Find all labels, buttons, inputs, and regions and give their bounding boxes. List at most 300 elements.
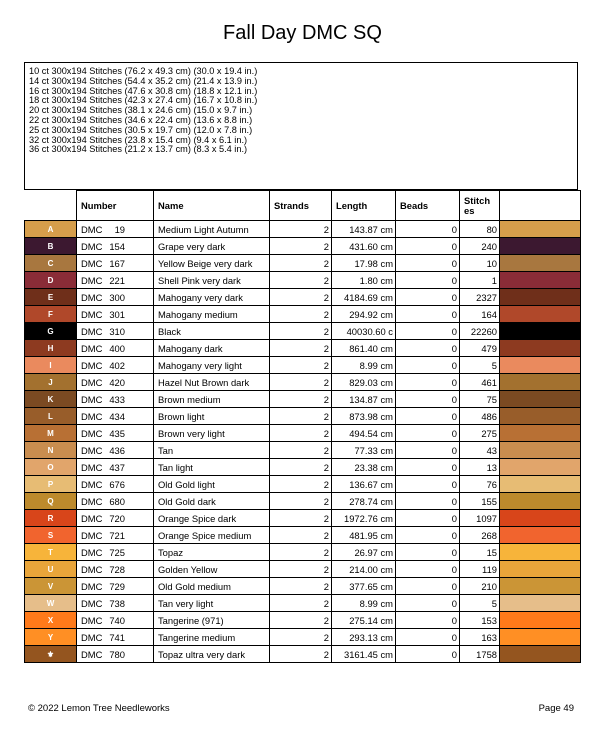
table-row bbox=[25, 493, 581, 510]
length-cell: 377.65 cm bbox=[332, 578, 396, 595]
length-cell: 26.97 cm bbox=[332, 544, 396, 561]
thread-name-cell: Tan very light bbox=[154, 595, 270, 612]
thread-number-cell bbox=[77, 476, 154, 493]
fabric-size-line: 10 ct 300x194 Stitches (76.2 x 49.3 cm) (30.0 x 19.4 in.) bbox=[29, 66, 258, 76]
symbol-cell: S bbox=[25, 527, 77, 544]
length-cell: 8.99 cm bbox=[332, 595, 396, 612]
color-number: 676 bbox=[109, 478, 125, 490]
stitches-cell: 22260 bbox=[460, 323, 500, 340]
length-cell: 134.87 cm bbox=[332, 391, 396, 408]
length-cell: 829.03 cm bbox=[332, 374, 396, 391]
strands-cell: 2 bbox=[270, 323, 332, 340]
table-row bbox=[25, 391, 581, 408]
beads-cell: 0 bbox=[396, 357, 460, 374]
table-row bbox=[25, 578, 581, 595]
brand-label: DMC bbox=[81, 580, 103, 592]
color-swatch bbox=[500, 425, 581, 442]
thread-name-cell: Brown very light bbox=[154, 425, 270, 442]
color-swatch bbox=[500, 221, 581, 238]
strands-cell: 2 bbox=[270, 408, 332, 425]
strands-cell: 2 bbox=[270, 289, 332, 306]
thread-name-cell: Topaz ultra very dark bbox=[154, 646, 270, 663]
stitches-cell: 155 bbox=[460, 493, 500, 510]
thread-number-cell bbox=[77, 340, 154, 357]
strands-cell: 2 bbox=[270, 306, 332, 323]
color-number: 729 bbox=[109, 580, 125, 592]
symbol-cell: U bbox=[25, 561, 77, 578]
stitches-cell: 75 bbox=[460, 391, 500, 408]
thread-number-cell bbox=[77, 391, 154, 408]
thread-name-cell: Mahogany very dark bbox=[154, 289, 270, 306]
brand-label: DMC bbox=[81, 512, 103, 524]
table-row bbox=[25, 357, 581, 374]
thread-name-cell: Mahogany medium bbox=[154, 306, 270, 323]
stitches-cell: 5 bbox=[460, 357, 500, 374]
stitches-cell: 461 bbox=[460, 374, 500, 391]
strands-cell: 2 bbox=[270, 510, 332, 527]
color-number: 780 bbox=[109, 648, 125, 660]
thread-number-cell bbox=[77, 493, 154, 510]
swatch-column-header bbox=[500, 191, 581, 221]
brand-label: DMC bbox=[81, 648, 103, 660]
color-number: 740 bbox=[109, 614, 125, 626]
stitches-column-header: Stitch es bbox=[460, 191, 500, 221]
strands-cell: 2 bbox=[270, 391, 332, 408]
brand-label: DMC bbox=[81, 223, 103, 235]
table-row bbox=[25, 476, 581, 493]
table-row bbox=[25, 425, 581, 442]
thread-name-cell: Topaz bbox=[154, 544, 270, 561]
brand-label: DMC bbox=[81, 342, 103, 354]
length-cell: 278.74 cm bbox=[332, 493, 396, 510]
symbol-cell: X bbox=[25, 612, 77, 629]
color-number: 721 bbox=[109, 529, 125, 541]
beads-cell: 0 bbox=[396, 527, 460, 544]
thread-name-cell: Brown medium bbox=[154, 391, 270, 408]
color-number: 725 bbox=[109, 546, 125, 558]
color-swatch bbox=[500, 646, 581, 663]
color-swatch bbox=[500, 374, 581, 391]
symbol-cell: W bbox=[25, 595, 77, 612]
table-row bbox=[25, 561, 581, 578]
fabric-size-line: 16 ct 300x194 Stitches (47.6 x 30.8 cm) (18.8 x 12.1 in.) bbox=[29, 85, 258, 96]
strands-cell: 2 bbox=[270, 425, 332, 442]
beads-cell: 0 bbox=[396, 408, 460, 425]
fabric-size-line: 32 ct 300x194 Stitches (23.8 x 15.4 cm) (9.4 x 6.1 in.) bbox=[29, 134, 248, 145]
thread-number-cell bbox=[77, 459, 154, 476]
symbol-cell: O bbox=[25, 459, 77, 476]
brand-label: DMC bbox=[81, 291, 103, 303]
symbol-cell: M bbox=[25, 425, 77, 442]
thread-name-cell: Old Gold medium bbox=[154, 578, 270, 595]
thread-name-cell: Golden Yellow bbox=[154, 561, 270, 578]
beads-cell: 0 bbox=[396, 289, 460, 306]
symbol-cell: Q bbox=[25, 493, 77, 510]
strands-cell: 2 bbox=[270, 374, 332, 391]
length-cell: 3161.45 cm bbox=[332, 646, 396, 663]
color-number: 680 bbox=[109, 495, 125, 507]
thread-name-cell: Hazel Nut Brown dark bbox=[154, 374, 270, 391]
color-number: 433 bbox=[109, 393, 125, 405]
color-number: 19 bbox=[114, 223, 125, 235]
fabric-size-line: 22 ct 300x194 Stitches (34.6 x 22.4 cm) (13.6 x 8.8 in.) bbox=[29, 114, 253, 125]
thread-name-cell: Old Gold light bbox=[154, 476, 270, 493]
thread-number-cell bbox=[77, 357, 154, 374]
color-swatch bbox=[500, 510, 581, 527]
color-swatch bbox=[500, 629, 581, 646]
symbol-column-header bbox=[25, 191, 77, 221]
thread-number-cell bbox=[77, 425, 154, 442]
stitches-cell: 80 bbox=[460, 221, 500, 238]
fabric-size-line: 14 ct 300x194 Stitches (54.4 x 35.2 cm) (21.4 x 13.9 in.) bbox=[29, 75, 258, 86]
color-swatch bbox=[500, 527, 581, 544]
brand-label: DMC bbox=[81, 308, 103, 320]
beads-cell: 0 bbox=[396, 306, 460, 323]
stitches-cell: 1 bbox=[460, 272, 500, 289]
strands-cell: 2 bbox=[270, 595, 332, 612]
color-swatch bbox=[500, 340, 581, 357]
thread-legend-table bbox=[24, 190, 581, 663]
name-column-header: Name bbox=[154, 191, 270, 221]
beads-cell: 0 bbox=[396, 374, 460, 391]
table-header-row bbox=[25, 191, 581, 221]
strands-cell: 2 bbox=[270, 255, 332, 272]
table-row bbox=[25, 289, 581, 306]
thread-number-cell bbox=[77, 612, 154, 629]
length-cell: 294.92 cm bbox=[332, 306, 396, 323]
length-cell: 8.99 cm bbox=[332, 357, 396, 374]
beads-cell: 0 bbox=[396, 646, 460, 663]
color-swatch bbox=[500, 544, 581, 561]
length-column-header: Length bbox=[332, 191, 396, 221]
color-swatch bbox=[500, 272, 581, 289]
thread-name-cell: Tan light bbox=[154, 459, 270, 476]
thread-number-cell bbox=[77, 255, 154, 272]
strands-cell: 2 bbox=[270, 493, 332, 510]
color-number: 436 bbox=[109, 444, 125, 456]
stitches-cell: 486 bbox=[460, 408, 500, 425]
strands-cell: 2 bbox=[270, 646, 332, 663]
thread-number-cell bbox=[77, 408, 154, 425]
symbol-cell: Y bbox=[25, 629, 77, 646]
thread-number-cell bbox=[77, 374, 154, 391]
symbol-cell: N bbox=[25, 442, 77, 459]
brand-label: DMC bbox=[81, 478, 103, 490]
length-cell: 481.95 cm bbox=[332, 527, 396, 544]
thread-name-cell: Brown light bbox=[154, 408, 270, 425]
table-row bbox=[25, 629, 581, 646]
page-number: Page 49 bbox=[538, 703, 574, 714]
symbol-cell: V bbox=[25, 578, 77, 595]
thread-number-cell bbox=[77, 561, 154, 578]
color-swatch bbox=[500, 561, 581, 578]
color-swatch bbox=[500, 323, 581, 340]
strands-cell: 2 bbox=[270, 561, 332, 578]
beads-cell: 0 bbox=[396, 459, 460, 476]
table-row bbox=[25, 595, 581, 612]
beads-column-header: Beads bbox=[396, 191, 460, 221]
color-swatch bbox=[500, 306, 581, 323]
strands-cell: 2 bbox=[270, 629, 332, 646]
color-swatch bbox=[500, 578, 581, 595]
strands-column-header: Strands bbox=[270, 191, 332, 221]
symbol-cell: H bbox=[25, 340, 77, 357]
table-row bbox=[25, 374, 581, 391]
stitches-cell: 13 bbox=[460, 459, 500, 476]
thread-number-cell bbox=[77, 442, 154, 459]
strands-cell: 2 bbox=[270, 221, 332, 238]
color-swatch bbox=[500, 442, 581, 459]
thread-name-cell: Old Gold dark bbox=[154, 493, 270, 510]
brand-label: DMC bbox=[81, 274, 103, 286]
length-cell: 494.54 cm bbox=[332, 425, 396, 442]
stitches-cell: 210 bbox=[460, 578, 500, 595]
thread-number-cell bbox=[77, 323, 154, 340]
page-title: Fall Day DMC SQ bbox=[223, 22, 382, 44]
brand-label: DMC bbox=[81, 495, 103, 507]
length-cell: 143.87 cm bbox=[332, 221, 396, 238]
table-row bbox=[25, 255, 581, 272]
table-row bbox=[25, 459, 581, 476]
thread-name-cell: Mahogany very light bbox=[154, 357, 270, 374]
thread-name-cell: Shell Pink very dark bbox=[154, 272, 270, 289]
color-number: 741 bbox=[109, 631, 125, 643]
thread-number-cell bbox=[77, 289, 154, 306]
length-cell: 275.14 cm bbox=[332, 612, 396, 629]
symbol-cell: F bbox=[25, 306, 77, 323]
length-cell: 17.98 cm bbox=[332, 255, 396, 272]
beads-cell: 0 bbox=[396, 323, 460, 340]
fabric-sizes-box bbox=[24, 62, 578, 190]
stitches-cell: 119 bbox=[460, 561, 500, 578]
table-row bbox=[25, 221, 581, 238]
thread-name-cell: Tangerine (971) bbox=[154, 612, 270, 629]
stitches-cell: 15 bbox=[460, 544, 500, 561]
thread-name-cell: Orange Spice dark bbox=[154, 510, 270, 527]
strands-cell: 2 bbox=[270, 442, 332, 459]
stitches-cell: 5 bbox=[460, 595, 500, 612]
table-row bbox=[25, 646, 581, 663]
fabric-size-line: 25 ct 300x194 Stitches (30.5 x 19.7 cm) (12.0 x 7.8 in.) bbox=[29, 124, 253, 135]
brand-label: DMC bbox=[81, 325, 103, 337]
beads-cell: 0 bbox=[396, 340, 460, 357]
thread-number-cell bbox=[77, 629, 154, 646]
color-swatch bbox=[500, 357, 581, 374]
length-cell: 40030.60 c bbox=[332, 323, 396, 340]
strands-cell: 2 bbox=[270, 476, 332, 493]
length-cell: 873.98 cm bbox=[332, 408, 396, 425]
beads-cell: 0 bbox=[396, 272, 460, 289]
beads-cell: 0 bbox=[396, 595, 460, 612]
color-swatch bbox=[500, 493, 581, 510]
thread-name-cell: Orange Spice medium bbox=[154, 527, 270, 544]
length-cell: 1972.76 cm bbox=[332, 510, 396, 527]
thread-name-cell: Tangerine medium bbox=[154, 629, 270, 646]
beads-cell: 0 bbox=[396, 476, 460, 493]
symbol-cell: K bbox=[25, 391, 77, 408]
thread-number-cell bbox=[77, 646, 154, 663]
brand-label: DMC bbox=[81, 563, 103, 575]
strands-cell: 2 bbox=[270, 238, 332, 255]
thread-name-cell: Mahogany dark bbox=[154, 340, 270, 357]
thread-number-cell bbox=[77, 595, 154, 612]
stitches-cell: 268 bbox=[460, 527, 500, 544]
table-row bbox=[25, 408, 581, 425]
table-row bbox=[25, 323, 581, 340]
table-row bbox=[25, 306, 581, 323]
brand-label: DMC bbox=[81, 257, 103, 269]
symbol-cell: I bbox=[25, 357, 77, 374]
color-swatch bbox=[500, 391, 581, 408]
thread-number-cell bbox=[77, 221, 154, 238]
color-swatch bbox=[500, 459, 581, 476]
stitches-cell: 2327 bbox=[460, 289, 500, 306]
length-cell: 431.60 cm bbox=[332, 238, 396, 255]
beads-cell: 0 bbox=[396, 493, 460, 510]
symbol-cell: C bbox=[25, 255, 77, 272]
length-cell: 861.40 cm bbox=[332, 340, 396, 357]
brand-label: DMC bbox=[81, 410, 103, 422]
symbol-cell: R bbox=[25, 510, 77, 527]
length-cell: 136.67 cm bbox=[332, 476, 396, 493]
beads-cell: 0 bbox=[396, 255, 460, 272]
table-row bbox=[25, 272, 581, 289]
brand-label: DMC bbox=[81, 444, 103, 456]
beads-cell: 0 bbox=[396, 221, 460, 238]
brand-label: DMC bbox=[81, 393, 103, 405]
length-cell: 77.33 cm bbox=[332, 442, 396, 459]
brand-label: DMC bbox=[81, 546, 103, 558]
stitches-cell: 275 bbox=[460, 425, 500, 442]
color-number: 728 bbox=[109, 563, 125, 575]
symbol-cell: E bbox=[25, 289, 77, 306]
color-swatch bbox=[500, 595, 581, 612]
table-row bbox=[25, 238, 581, 255]
stitches-cell: 240 bbox=[460, 238, 500, 255]
color-swatch bbox=[500, 612, 581, 629]
beads-cell: 0 bbox=[396, 544, 460, 561]
length-cell: 23.38 cm bbox=[332, 459, 396, 476]
thread-name-cell: Tan bbox=[154, 442, 270, 459]
thread-name-cell: Black bbox=[154, 323, 270, 340]
symbol-cell: A bbox=[25, 221, 77, 238]
stitches-cell: 1758 bbox=[460, 646, 500, 663]
length-cell: 4184.69 cm bbox=[332, 289, 396, 306]
thread-name-cell: Medium Light Autumn bbox=[154, 221, 270, 238]
thread-name-cell: Grape very dark bbox=[154, 238, 270, 255]
table-row bbox=[25, 544, 581, 561]
beads-cell: 0 bbox=[396, 425, 460, 442]
thread-number-cell bbox=[77, 578, 154, 595]
brand-label: DMC bbox=[81, 240, 103, 252]
beads-cell: 0 bbox=[396, 238, 460, 255]
table-row bbox=[25, 527, 581, 544]
strands-cell: 2 bbox=[270, 612, 332, 629]
stitches-cell: 479 bbox=[460, 340, 500, 357]
table-row bbox=[25, 340, 581, 357]
color-number: 720 bbox=[109, 512, 125, 524]
brand-label: DMC bbox=[81, 631, 103, 643]
color-number: 738 bbox=[109, 597, 125, 609]
thread-number-cell bbox=[77, 238, 154, 255]
color-number: 435 bbox=[109, 427, 125, 439]
strands-cell: 2 bbox=[270, 544, 332, 561]
strands-cell: 2 bbox=[270, 357, 332, 374]
table-row bbox=[25, 442, 581, 459]
symbol-cell: J bbox=[25, 374, 77, 391]
symbol-cell: B bbox=[25, 238, 77, 255]
length-cell: 214.00 cm bbox=[332, 561, 396, 578]
stitches-cell: 163 bbox=[460, 629, 500, 646]
thread-number-cell bbox=[77, 306, 154, 323]
length-cell: 1.80 cm bbox=[332, 272, 396, 289]
color-swatch bbox=[500, 476, 581, 493]
thread-number-cell bbox=[77, 272, 154, 289]
beads-cell: 0 bbox=[396, 510, 460, 527]
color-swatch bbox=[500, 408, 581, 425]
color-number: 300 bbox=[109, 291, 125, 303]
stitches-cell: 1097 bbox=[460, 510, 500, 527]
color-number: 167 bbox=[109, 257, 125, 269]
symbol-cell: ⚜ bbox=[25, 646, 77, 663]
table-row bbox=[25, 612, 581, 629]
beads-cell: 0 bbox=[396, 561, 460, 578]
color-number: 434 bbox=[109, 410, 125, 422]
beads-cell: 0 bbox=[396, 442, 460, 459]
thread-number-cell bbox=[77, 510, 154, 527]
thread-number-cell bbox=[77, 544, 154, 561]
color-number: 437 bbox=[109, 461, 125, 473]
color-number: 310 bbox=[109, 325, 125, 337]
stitches-cell: 76 bbox=[460, 476, 500, 493]
symbol-cell: P bbox=[25, 476, 77, 493]
color-number: 400 bbox=[109, 342, 125, 354]
brand-label: DMC bbox=[81, 376, 103, 388]
thread-name-cell: Yellow Beige very dark bbox=[154, 255, 270, 272]
length-cell: 293.13 cm bbox=[332, 629, 396, 646]
color-swatch bbox=[500, 289, 581, 306]
strands-cell: 2 bbox=[270, 578, 332, 595]
brand-label: DMC bbox=[81, 614, 103, 626]
symbol-cell: D bbox=[25, 272, 77, 289]
beads-cell: 0 bbox=[396, 629, 460, 646]
strands-cell: 2 bbox=[270, 527, 332, 544]
beads-cell: 0 bbox=[396, 391, 460, 408]
stitches-cell: 10 bbox=[460, 255, 500, 272]
strands-cell: 2 bbox=[270, 459, 332, 476]
copyright-footer: © 2022 Lemon Tree Needleworks bbox=[28, 703, 170, 714]
fabric-size-line: 18 ct 300x194 Stitches (42.3 x 27.4 cm) (16.7 x 10.8 in.) bbox=[29, 95, 258, 106]
number-column-header: Number bbox=[77, 191, 154, 221]
color-number: 154 bbox=[109, 240, 125, 252]
brand-label: DMC bbox=[81, 529, 103, 541]
color-swatch bbox=[500, 238, 581, 255]
strands-cell: 2 bbox=[270, 272, 332, 289]
stitches-cell: 164 bbox=[460, 306, 500, 323]
symbol-cell: G bbox=[25, 323, 77, 340]
color-number: 301 bbox=[109, 308, 125, 320]
stitches-cell: 153 bbox=[460, 612, 500, 629]
symbol-cell: T bbox=[25, 544, 77, 561]
fabric-size-line: 36 ct 300x194 Stitches (21.2 x 13.7 cm) (8.3 x 5.4 in.) bbox=[29, 144, 248, 155]
thread-number-cell bbox=[77, 527, 154, 544]
color-swatch bbox=[500, 255, 581, 272]
table-row bbox=[25, 510, 581, 527]
beads-cell: 0 bbox=[396, 578, 460, 595]
fabric-size-line: 20 ct 300x194 Stitches (38.1 x 24.6 cm) (15.0 x 9.7 in.) bbox=[29, 105, 253, 116]
stitches-cell: 43 bbox=[460, 442, 500, 459]
brand-label: DMC bbox=[81, 597, 103, 609]
